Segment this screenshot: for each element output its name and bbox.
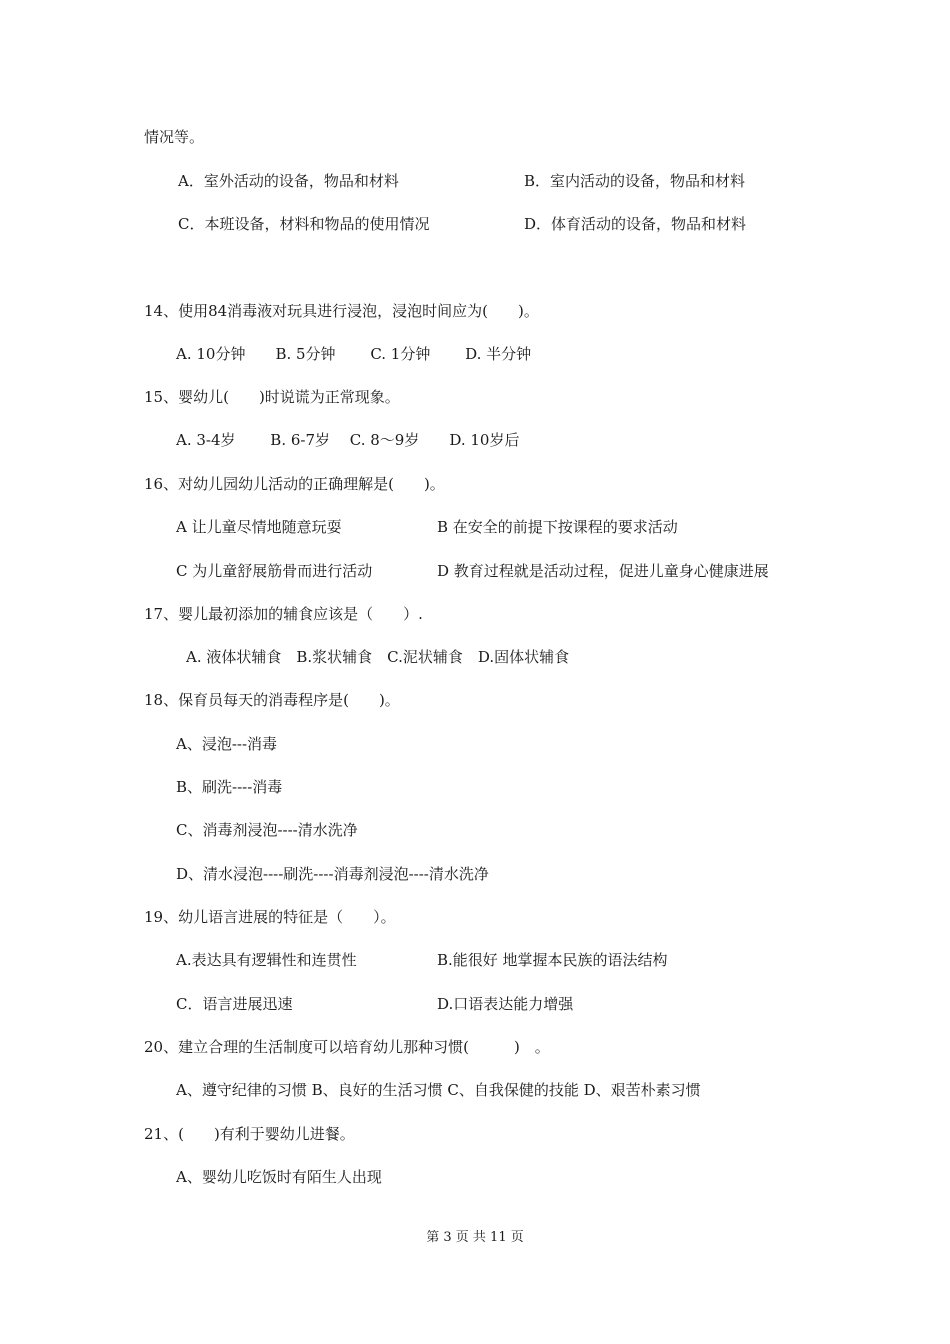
question-17-options: A. 液体状辅食 B.浆状辅食 C.泥状辅食 D.固体状辅食: [186, 648, 570, 666]
question-16-option-a: A 让儿童尽情地随意玩耍: [176, 518, 342, 536]
question-20-options: A、遵守纪律的习惯 B、良好的生活习惯 C、自我保健的技能 D、艰苦朴素习惯: [176, 1081, 701, 1099]
question-21-option-a: A、婴幼儿吃饭时有陌生人出现: [176, 1168, 382, 1186]
question-14-stem: 14、使用84消毒液对玩具进行浸泡，浸泡时间应为( )。: [144, 302, 539, 320]
question-19-option-d: D.口语表达能力增强: [437, 995, 574, 1013]
q13-option-d: D．体育活动的设备，物品和材料: [524, 215, 747, 233]
question-19-option-b: B.能很好 地掌握本民族的语法结构: [437, 951, 668, 969]
question-19-option-a: A.表达具有逻辑性和连贯性: [176, 951, 357, 969]
question-21-stem: 21、( )有利于婴幼儿进餐。: [144, 1125, 355, 1143]
q13-option-b: B．室内活动的设备，物品和材料: [524, 172, 746, 190]
q13-option-a: A．室外活动的设备，物品和材料: [178, 172, 399, 190]
question-16-option-d: D 教育过程就是活动过程，促进儿童身心健康进展: [437, 562, 769, 580]
question-18-option-d: D、清水浸泡----刷洗----消毒剂浸泡----清水洗净: [176, 865, 489, 883]
question-18-option-c: C、消毒剂浸泡----清水洗净: [176, 821, 358, 839]
question-16-option-c: C 为儿童舒展筋骨而进行活动: [176, 562, 373, 580]
question-17-stem: 17、婴儿最初添加的辅食应该是（ ）.: [144, 605, 423, 623]
continuation-text: 情况等。: [144, 128, 205, 146]
question-18-stem: 18、保育员每天的消毒程序是( )。: [144, 691, 400, 709]
question-15-stem: 15、婴幼儿( )时说谎为正常现象。: [144, 388, 400, 406]
question-14-options: A. 10分钟 B. 5分钟 C. 1分钟 D. 半分钟: [176, 345, 532, 363]
question-16-option-b: B 在安全的前提下按课程的要求活动: [437, 518, 678, 536]
question-20-stem: 20、建立合理的生活制度可以培育幼儿那种习惯( ) 。: [144, 1038, 550, 1056]
page-footer: 第 3 页 共 11 页: [426, 1230, 524, 1245]
question-19-stem: 19、幼儿语言进展的特征是（ ）。: [144, 908, 396, 926]
q13-option-c: C．本班设备，材料和物品的使用情况: [178, 215, 430, 233]
question-19-option-c: C．语言进展迅速: [176, 995, 293, 1013]
question-15-options: A. 3-4岁 B. 6-7岁 C. 8～9岁 D. 10岁后: [176, 431, 520, 449]
question-16-stem: 16、对幼儿园幼儿活动的正确理解是( )。: [144, 475, 445, 493]
question-18-option-a: A、浸泡---消毒: [176, 735, 278, 753]
question-18-option-b: B、刷洗----消毒: [176, 778, 283, 796]
